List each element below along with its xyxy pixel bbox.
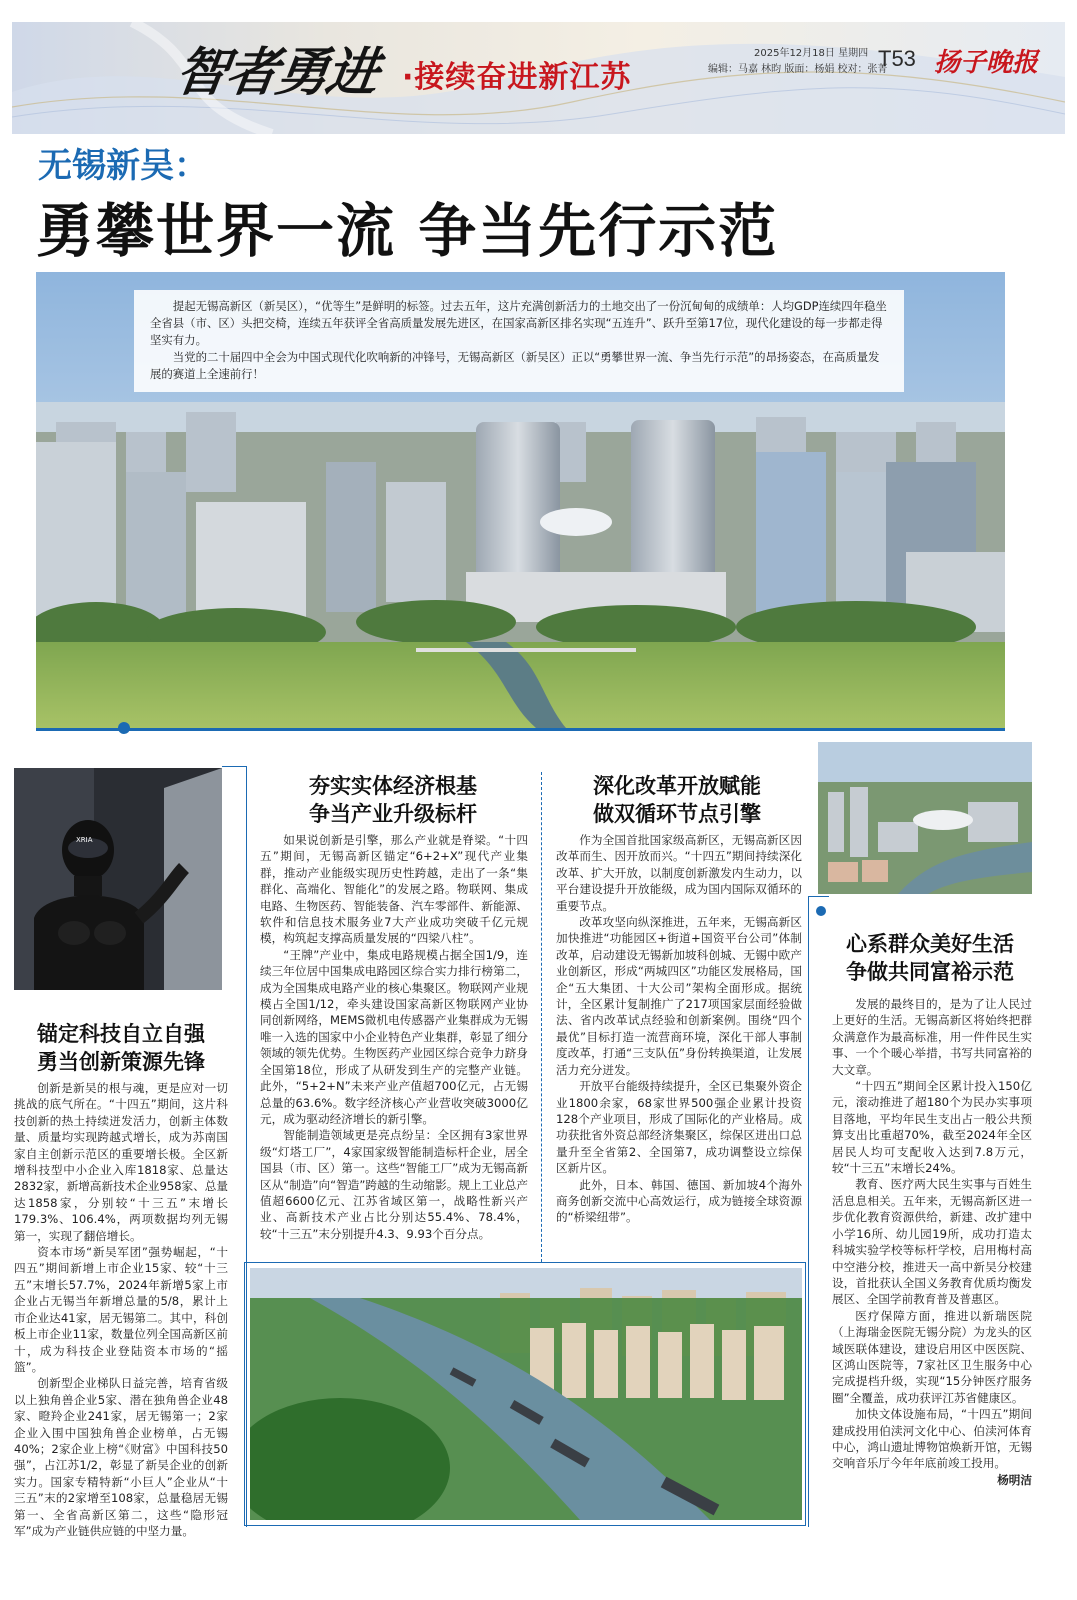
masthead-calligraphy: 智者勇进 bbox=[172, 42, 381, 103]
photo-frame bbox=[244, 1262, 806, 1526]
body-paragraph: 此外，日本、韩国、德国、新加坡4个海外商务创新交流中心高效运行，成为链接全球资源的“桥梁纽带”。 bbox=[556, 1177, 802, 1225]
section-title-industry bbox=[258, 772, 528, 828]
section-title-livelihood bbox=[830, 930, 1030, 986]
decorative-dot bbox=[118, 722, 130, 734]
divider-line bbox=[36, 728, 1005, 731]
body-paragraph: 教育、医疗两大民生实事与百姓生活息息相关。五年来，无锡高新区进一步优化教育资源供给，新建、改扩建中小学16所、幼儿园19所，成功打造太科城实验学校等标杆学校，启用梅村高中空港分校，推进天一高中新吴分校建设，首批获认全国义务教育优质均衡发展区、全国学前教育普及普惠区。 bbox=[832, 1177, 1032, 1307]
lead-paragraph: 当党的二十届四中全会为中国式现代化吹响新的冲锋号，无锡高新区（新吴区）正以“勇攀世界一流、争当先行示范”的昂扬姿态，在高质量发展的赛道上全速前行！ bbox=[150, 350, 880, 381]
body-paragraph: 医疗保障方面，推进以新瑞医院（上海瑞金医院无锡分院）为龙头的区域医联体建设，建设启用区中医医院、区鸿山医院等，7家社区卫生服务中心完成提档升级，实现“15分钟医疗服务圈”全覆盖，成功获评江苏省健康区。 bbox=[832, 1308, 1032, 1405]
section-body-livelihood bbox=[832, 996, 1032, 1488]
photo-humanoid-robot bbox=[14, 768, 222, 990]
section-title-line: 深化改革开放赋能 bbox=[593, 774, 761, 798]
issue-date: 2025年12月18日 星期四 bbox=[754, 48, 869, 59]
robot-badge: XRIA bbox=[76, 836, 93, 844]
section-title-line: 心系群众美好生活 bbox=[846, 932, 1014, 956]
section-body-reform bbox=[556, 832, 802, 1226]
newspaper-logo: 扬子晚报 bbox=[934, 48, 1039, 78]
body-paragraph: 发展的最终目的，是为了让人民过上更好的生活。无锡高新区将始终把群众满意作为最高标准，用一件件民生实事、一个个暖心举措，书写共同富裕的大文章。 bbox=[832, 997, 1032, 1077]
byline: 杨明洁 bbox=[997, 1472, 1032, 1487]
section-title-line: 做双循环节点引擎 bbox=[593, 802, 761, 826]
section-body-industry bbox=[260, 832, 528, 1242]
body-paragraph: 开放平台能级持续提升，全区已集聚外资企业1800余家，68家世界500强企业累计投资128个产业项目，形成了国际化的产业格局。成功获批省外资总部经济集聚区，综保区进出口总量升至全省第2、全国第7，成功调整设立综保区新片区。 bbox=[556, 1079, 802, 1176]
lead-paragraph-box bbox=[134, 290, 904, 392]
decorative-dot bbox=[816, 906, 826, 916]
column-divider bbox=[541, 772, 542, 1262]
section-title-line: 争做共同富裕示范 bbox=[846, 960, 1014, 984]
editor-credits: 编辑：马嘉 林昀 版面：杨娟 校对：张菁 bbox=[708, 64, 888, 75]
column-frame bbox=[808, 896, 829, 1527]
section-body-tech bbox=[14, 1080, 228, 1539]
body-paragraph: 资本市场“新吴军团”强势崛起，“十四五”期间新增上市企业15家、较“十三五”末增长57.7%，2024年新增5家上市企业占无锡当年新增总量的5/8，累计上市企业达41家，居无锡第二。其中，科创板上市企业11家，数量位列全国高新区前十，成为科技企业登陆资本市场的“摇篮”。 bbox=[14, 1245, 228, 1374]
article-kicker: 无锡新吴： bbox=[38, 146, 208, 186]
body-paragraph: 创新是新吴的根与魂，更是应对一切挑战的底气所在。“十四五”期间，这片科技创新的热土持续迸发活力，创新主体数量、质量均实现跨越式增长，成为苏南国家自主创新示范区的重要增长极。全区新增科技型中小企业入库1818家、总量达2832家，新增高新技术企业958家、总量达1858家，分别较“十三五”末增长179.3%、106.4%，两项数据均列无锡第一，实现了翻倍增长。 bbox=[14, 1081, 228, 1243]
section-title-reform bbox=[552, 772, 802, 828]
body-paragraph: 作为全国首批国家级高新区，无锡高新区因改革而生、因开放而兴。“十四五”期间持续深化改革、扩大开放，以制度创新激发内生动力，以平台建设提升开放能级，成为国内国际双循环的重要节点。 bbox=[556, 833, 802, 913]
body-paragraph: 创新型企业梯队日益完善，培育省级以上独角兽企业5家、潜在独角兽企业48家、瞪羚企业241家，居无锡第一；2家企业入围中国独角兽企业榜单，占无锡40%；2家企业上榜“《财富》中国科技50强”，占江苏1/2，彰显了新吴企业的创新实力。国家专精特新“小巨人”企业从“十三五”末的2家增至108家，总量稳居无锡第一、全省高新区第二，这些“隐形冠军”成为产业链供应链的中坚力量。 bbox=[14, 1376, 228, 1538]
hero-photo-city-aerial bbox=[36, 272, 1005, 728]
body-paragraph: “王牌”产业中，集成电路规模占据全国1/9，连续三年位居中国集成电路园区综合实力排行榜第二，成为全国集成电路产业的核心集聚区。物联网产业规模占全国1/12，牵头建设国家高新区物联网产业协同创新网络，MEMS微机电传感器产业集群成为无锡唯一入选的国家中小企业特色产业集群，彰显了细分领域的领先优势。生物医药产业园区综合竞争力跻身全国第18位，形成了从研发到生产的完整产业链。此外，“5+2+N”未来产业产值超700亿元，占无锡总量的63.6%。数字经济核心产业营收突破3000亿元，成为驱动经济增长的新引擎。 bbox=[260, 947, 528, 1126]
body-paragraph: 如果说创新是引擎，那么产业就是脊梁。“十四五”期间，无锡高新区锚定“6+2+X”现代产业集群，推动产业能级实现历史性跨越，走出了一条“集群化、高端化、智能化”的发展之路。物联网、集成电路、生物医药、智能装备、汽车零部件、新能源、软件和信息技术服务业7大产业成功突破千亿元规模，构筑起支撑高质量发展的“四梁八柱”。 bbox=[260, 833, 528, 946]
body-paragraph: 改革攻坚向纵深推进，五年来，无锡高新区加快推进“功能园区+街道+国资平台公司”体制改革，启动建设无锡新加坡科创城、无锡中欧产业创新区，形成“两城四区”功能区发展格局，国企“五大集团、十大公司”架构全面形成。据统计，全区累计复制推广了217项国家层面经验做法、省内改革试点经验和创新案例。围绕“四个最优”目标打造一流营商环境，深化干部人事制度改革，打通“三支队伍”身份转换渠道，让发展活力充分迸发。 bbox=[556, 915, 802, 1077]
photo-district-aerial bbox=[818, 742, 1032, 894]
section-title-line: 争当产业升级标杆 bbox=[309, 802, 477, 826]
masthead-banner bbox=[12, 22, 1065, 134]
section-title-tech bbox=[14, 1020, 228, 1076]
section-title-line: 勇当创新策源先锋 bbox=[37, 1050, 205, 1074]
article-headline: 勇攀世界一流 争当先行示范 bbox=[36, 197, 779, 265]
page-number: T53 bbox=[878, 46, 916, 71]
body-paragraph: 智能制造领域更是亮点纷呈：全区拥有3家世界级“灯塔工厂”，4家国家级智能制造标杆企业，居全国县（市、区）第一。这些“智能工厂”成为无锡高新区从“制造”向“智造”跨越的生动缩影。规上工业总产值超6600亿元、江苏省域区第一，战略性新兴产业、高新技术产业占比分别达55.4%、78.4%，较“十三五”末分别提升4.3、9.93个百分点。 bbox=[260, 1128, 528, 1241]
masthead-slogan: ·接续奋进新江苏 bbox=[402, 60, 632, 95]
section-title-line: 锚定科技自立自强 bbox=[37, 1022, 205, 1046]
body-paragraph: “十四五”期间全区累计投入150亿元，滚动推进了超180个为民办实事项目落地，平均年民生支出占一般公共预算支出比重超70%，截至2024年全区居民人均可支配收入达到7.8万元，较“十三五”末增长24%。 bbox=[832, 1079, 1032, 1176]
body-paragraph: 加快文体设施布局，“十四五”期间建成投用伯渎河文化中心、伯渎河体育中心，鸿山遗址博物馆焕新开馆，无锡交响音乐厅今年年底前竣工投用。 bbox=[832, 1407, 1032, 1471]
lead-paragraph: 提起无锡高新区（新吴区），“优等生”是鲜明的标签。过去五年，这片充满创新活力的土地交出了一份沉甸甸的成绩单：人均GDP连续四年稳坐全省县（市、区）头把交椅，连续五年获评全省高质量发展先进区，在国家高新区排名实现“五连升”、跃升至第17位，现代化建设的每一步都走得坚实有力。 bbox=[150, 299, 887, 347]
section-title-line: 夯实实体经济根基 bbox=[309, 774, 477, 798]
